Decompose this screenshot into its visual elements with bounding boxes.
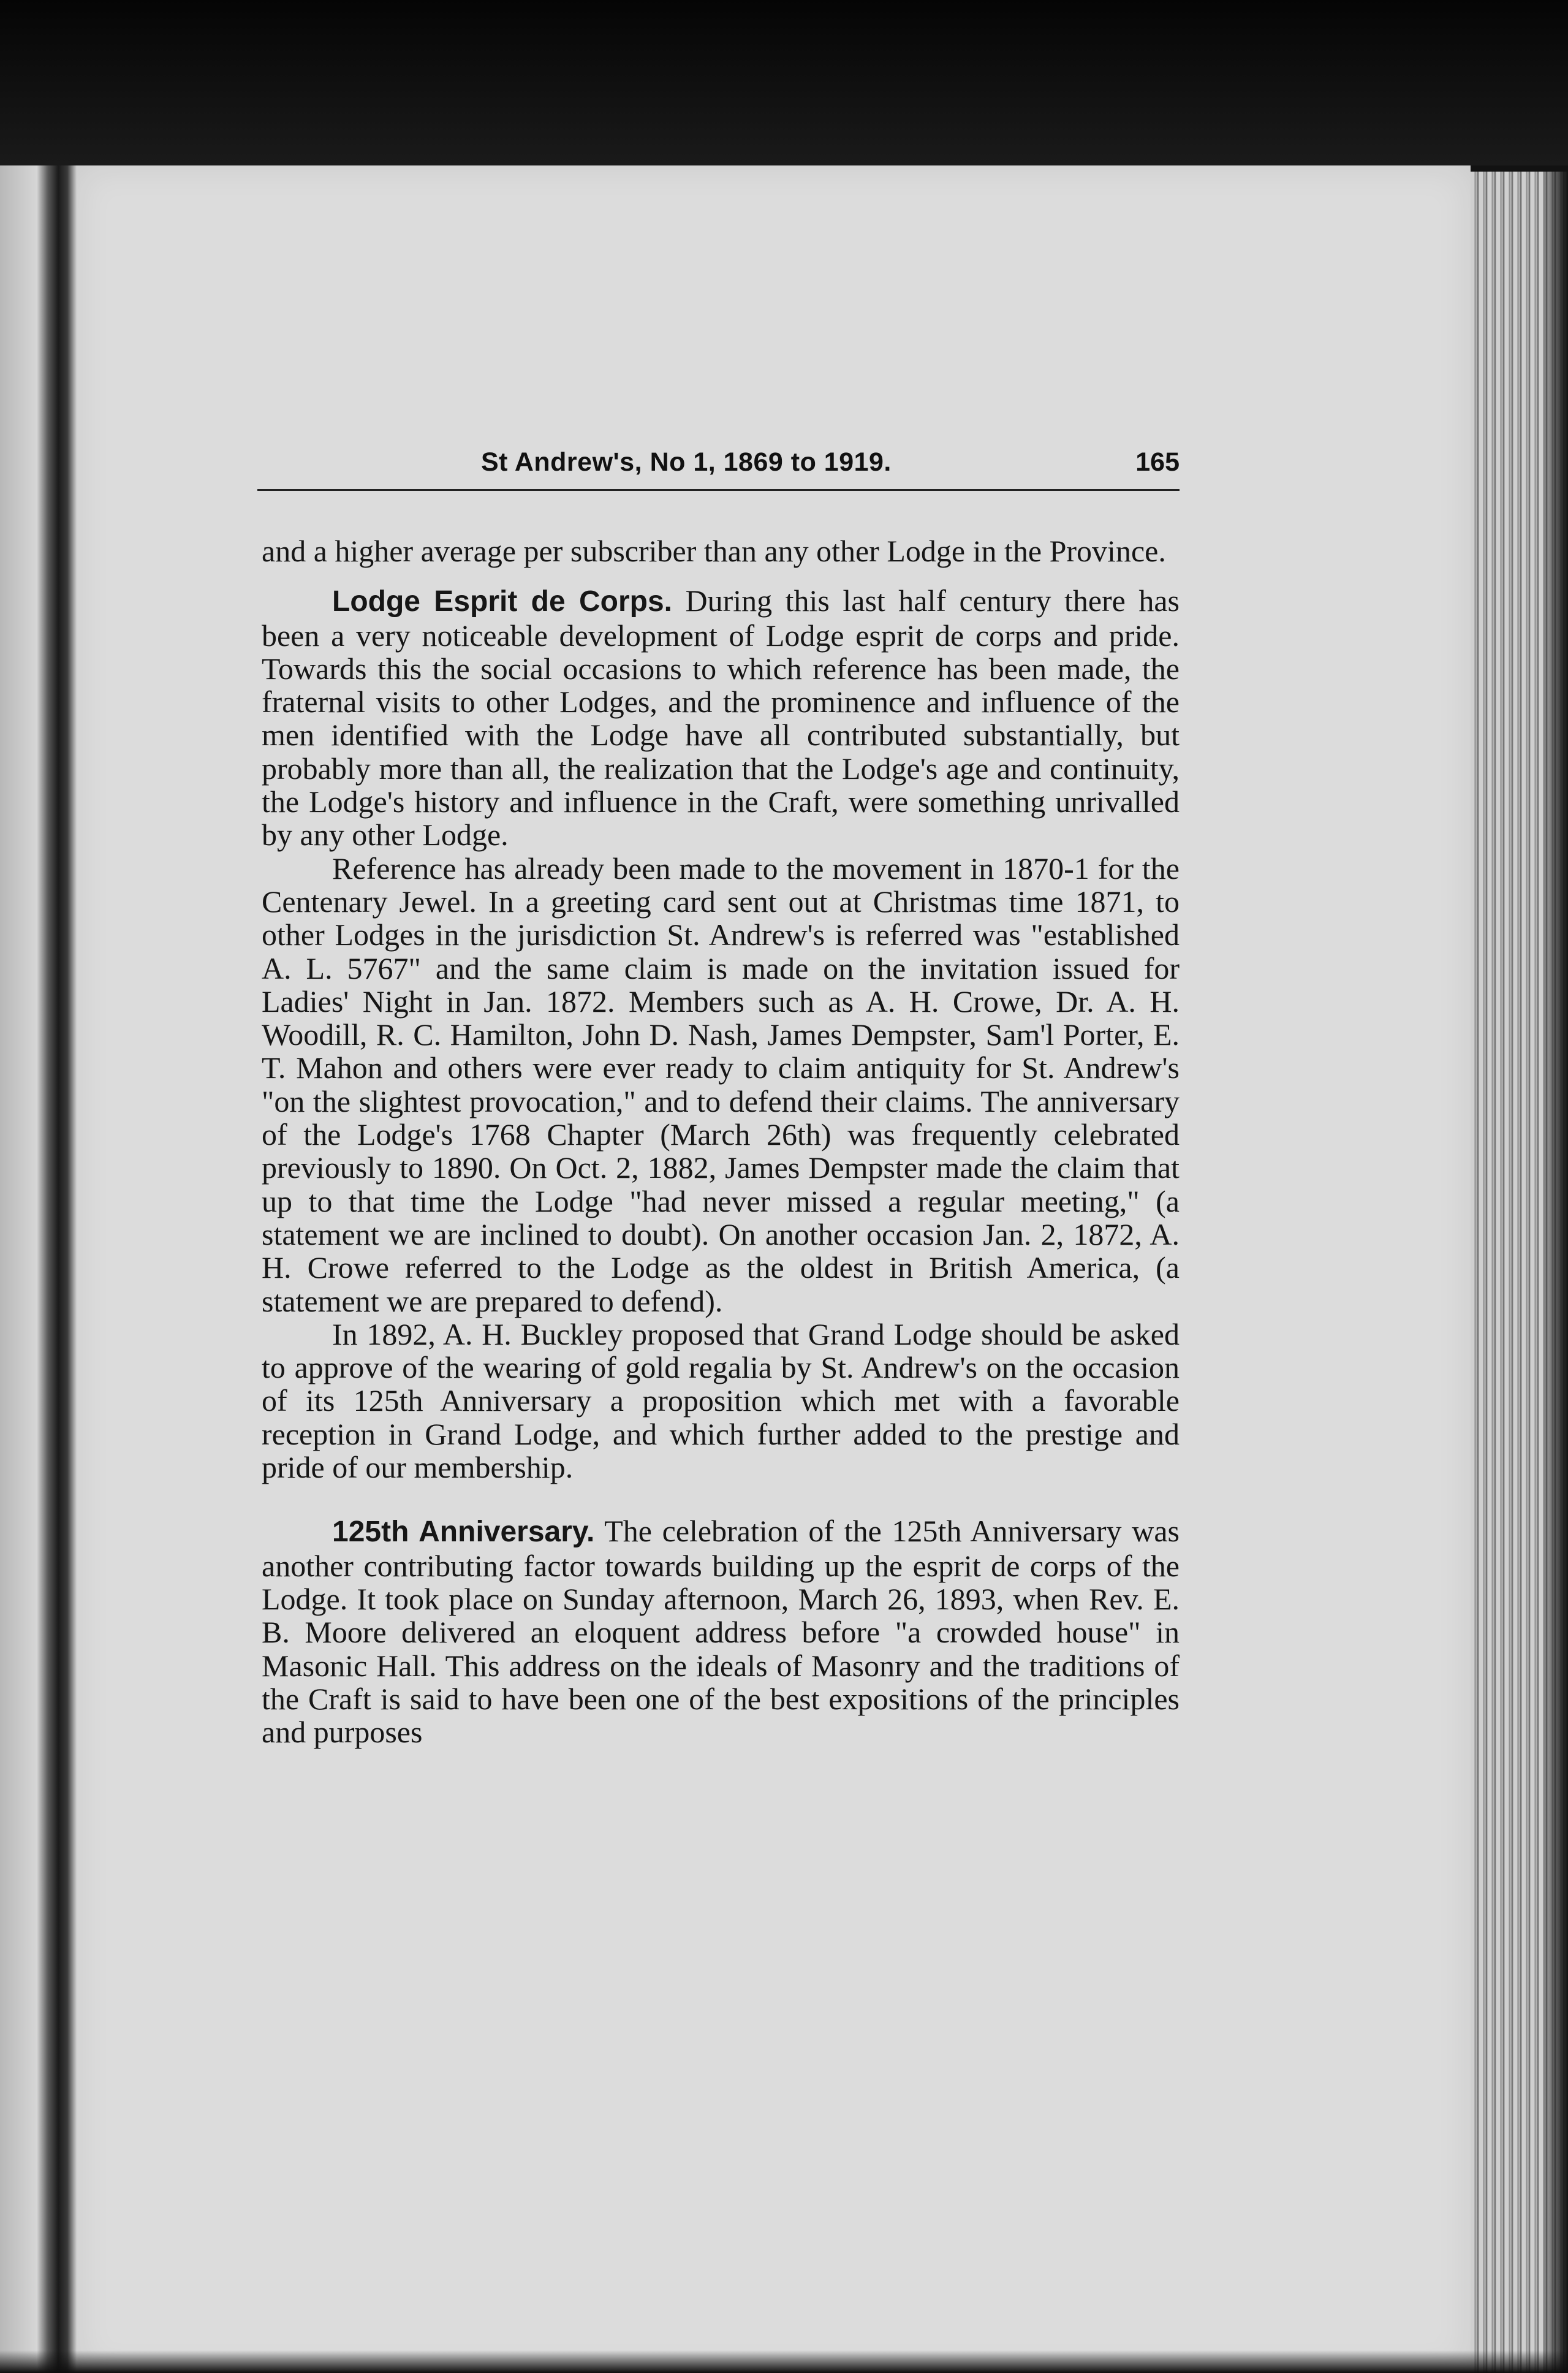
page-number: 165 (1135, 447, 1180, 477)
scanner-background-top (0, 0, 1568, 165)
paragraph-esprit-de-corps (262, 584, 1180, 851)
section-heading-esprit-de-corps: Lodge Esprit de Corps. (332, 585, 673, 618)
paragraph-125th-anniversary (262, 1514, 1180, 1748)
section-heading-125th-anniversary: 125th Anniversary. (332, 1516, 595, 1549)
book-gutter-left (0, 165, 77, 2373)
header-rule (257, 489, 1180, 491)
page-text (262, 534, 1180, 1748)
section-text-esprit-de-corps: During this last half century there has been a very noticeable development of Lodge esprit de corps and pride. Towards this the social occasions to which reference has been made, the fraternal visits to other Lodges, and the prominence and influence of the men identified with the Lodge have all contributed substantially, but probably more than all, the realization that the Lodge's age and continuity, the Lodge's history and influence in the Craft, were something unrivalled by any other Lodge. (262, 583, 1180, 852)
paragraph-centenary-jewel: Reference has already been made to the movement in 1870-1 for the Centenary Jewel. In a greeting card sent out at Christmas time 1871, to other Lodges in the jurisdiction St. Andrew's is referred was "established A. L. 5767" and the same claim is made on the invitation issued for Ladies' Night in Jan. 1872. Members such as A. H. Crowe, Dr. A. H. Woodill, R. C. Hamilton, John D. Nash, James Dempster, Sam'l Porter, E. T. Mahon and others were ever ready to claim antiquity for St. Andrew's "on the slightest provocation," and to defend their claims. The anniversary of the Lodge's 1768 Chapter (March 26th) was frequently celebrated previously to 1890. On Oct. 2, 1882, James Dempster made the claim that up to that time the Lodge "had never missed a regular meeting," (a statement we are inclined to doubt). On another occasion Jan. 2, 1872, A. H. Crowe referred to the Lodge as the oldest in British America, (a statement we are prepared to defend). (262, 851, 1180, 1318)
running-header (257, 440, 1180, 483)
section-text-125th-anniversary: The celebration of the 125th Anniversary was another contributing factor towards building up the esprit de corps of the Lodge. It took place on Sunday afternoon, March 26, 1893, when Rev. E. B. Moore delivered an eloquent address before "a crowded house" in Masonic Hall. This address on the ideals of Masonry and the traditions of the Craft is said to have been one of the best expositions of the principles and purposes (262, 1514, 1180, 1750)
paragraph-continuation: and a higher average per subscriber than any other Lodge in the Province. (262, 534, 1166, 568)
page-edges-right (1471, 172, 1568, 2373)
paragraph-gold-regalia: In 1892, A. H. Buckley proposed that Grand Lodge should be asked to approve of the wearing of gold regalia by St. Andrew's on the occasion of its 125th Anniversary a proposition which met with a favorable reception in Grand Lodge, and which further added to the prestige and pride of our membership. (262, 1316, 1180, 1485)
scanner-background-bottom (0, 2350, 1568, 2373)
running-title: St Andrew's, No 1, 1869 to 1919. (481, 447, 892, 477)
